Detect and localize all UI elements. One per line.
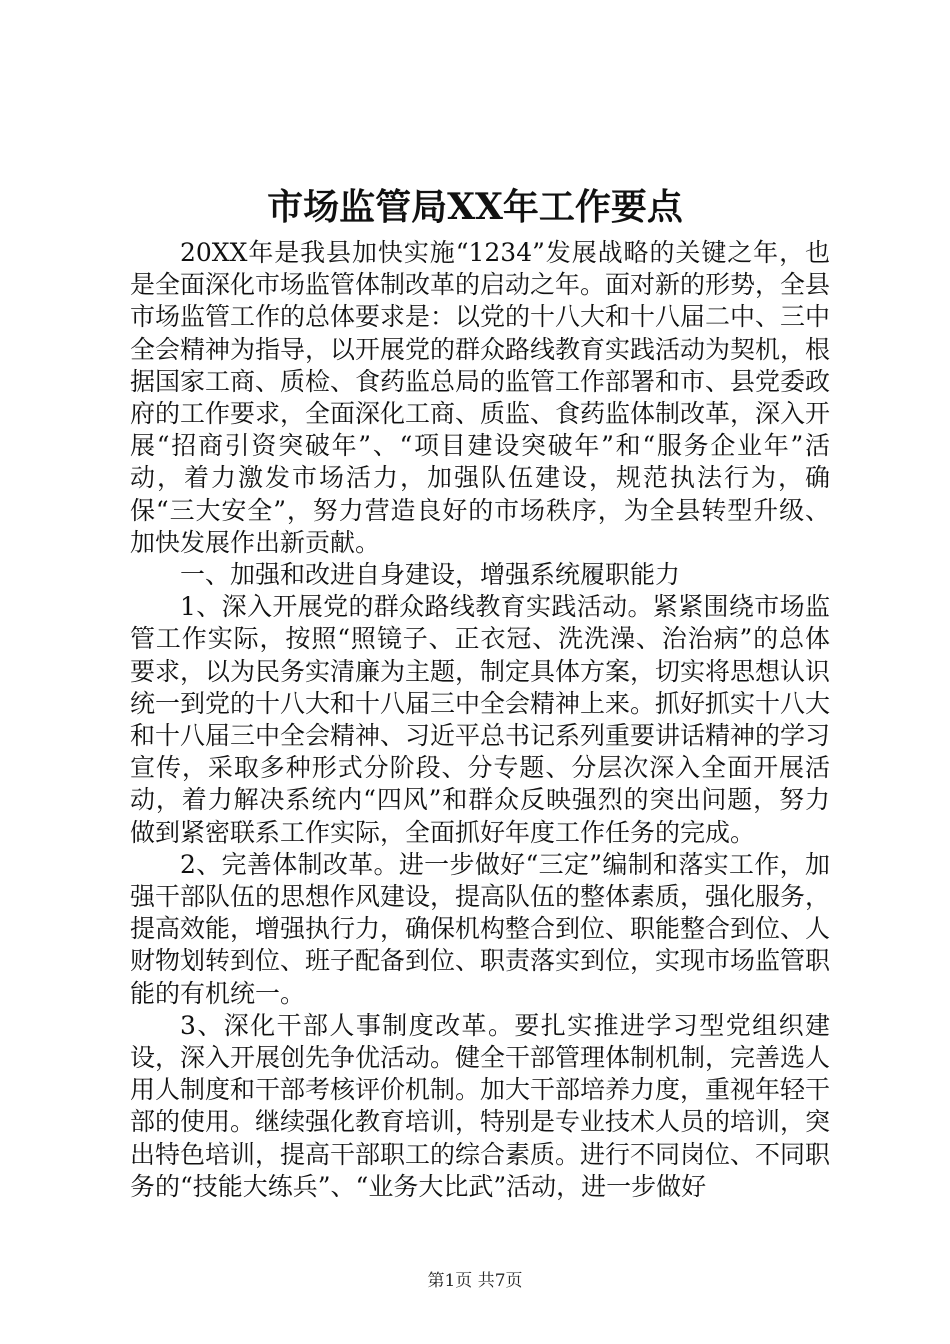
section-heading-1: 一、加强和改进自身建设，增强系统履职能力 <box>180 560 681 590</box>
page-number-footer: 第1页 共7页 <box>427 1271 523 1291</box>
intro-paragraph: 20XX年是我县加快实施“1234”发展战略的关键之年，也是全面深化市场监管体制改革的启动之年。面对新的形势，全县市场监管工作的总体要求是：以党的十八大和十八届二中、三中全会精神为指导，以开展党的群众路线教育实践活动为契机，根据国家工商、质检、食药监总局的监管工作部署和市、县党委政府的工作要求，全面深化工商、质监、食药监体制改革，深入开展“招商引资突破年”、“项目建设突破年”和“服务企业年”活动，着力激发市场活力，加强队伍建设，规范执法行为，确保“三大安全”，努力营造良好的市场秩序，为全县转型升级、加快发展作出新贡献。 <box>130 238 831 557</box>
item-paragraph-1: 1、深入开展党的群众路线教育实践活动。紧紧围绕市场监管工作实际，按照“照镜子、正衣冠、洗洗澡、治治病”的总体要求，以为民务实清廉为主题，制定具体方案，切实将思想认识统一到党的十八大和十八届三中全会精神上来。抓好抓实十八大和十八届三中全会精神、习近平总书记系列重要讲话精神的学习宣传，采取多种形式分阶段、分专题、分层次深入全面开展活动，着力解决系统内“四风”和群众反映强烈的突出问题，努力做到紧密联系工作实际，全面抓好年度工作任务的完成。 <box>130 592 831 847</box>
document-body <box>130 237 830 1203</box>
item-paragraph-3: 3、深化干部人事制度改革。要扎实推进学习型党组织建设，深入开展创先争优活动。健全干部管理体制机制，完善选人用人制度和干部考核评价机制。加大干部培养力度，重视年轻干部的使用。继续强化教育培训，特别是专业技术人员的培训，突出特色培训，提高干部职工的综合素质。进行不同岗位、不同职务的“技能大练兵”、“业务大比武”活动，进一步做好 <box>130 1010 831 1201</box>
item-paragraph-2: 2、完善体制改革。进一步做好“三定”编制和落实工作，加强干部队伍的思想作风建设，提高队伍的整体素质，强化服务，提高效能，增强执行力，确保机构整合到位、职能整合到位、人财物划转到位、班子配备到位、职责落实到位，实现市场监管职能的有机统一。 <box>130 849 831 1008</box>
document-title: 市场监管局XX年工作要点 <box>267 186 683 228</box>
